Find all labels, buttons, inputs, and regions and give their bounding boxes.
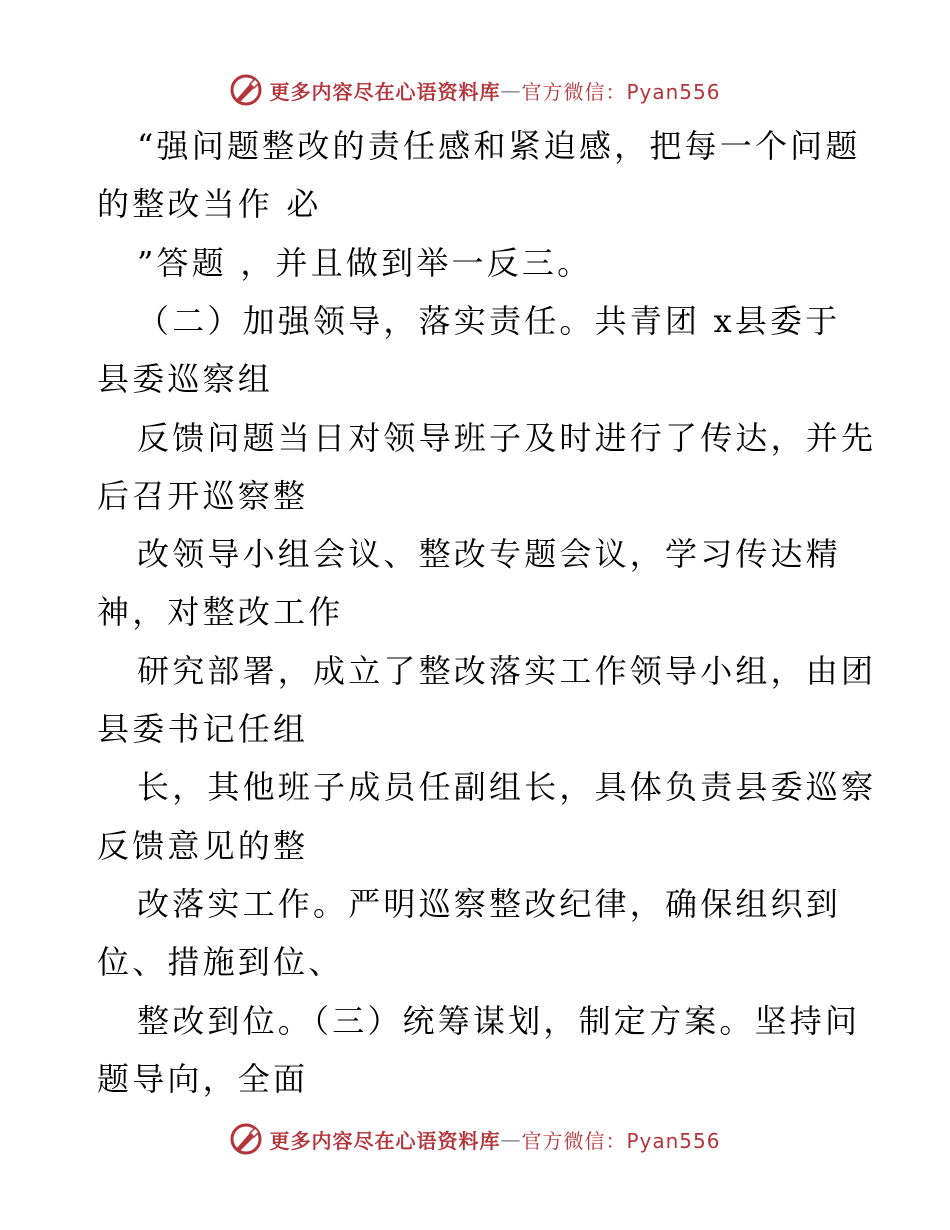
watermark-separator: — xyxy=(500,1127,522,1151)
watermark-contact: 官方微信：Pyan556 xyxy=(521,1128,721,1153)
text-line: 题导向，全面 xyxy=(97,1060,309,1098)
text-line: 县委书记任组 xyxy=(97,710,309,748)
text-line: 长，其他班子成员任副组长，具体负责县委巡察 xyxy=(137,768,877,806)
text-line: 反馈问题当日对领导班子及时进行了传达，并先 xyxy=(137,419,877,457)
watermark-contact: 官方微信：Pyan556 xyxy=(521,79,721,104)
watermark-text xyxy=(269,76,720,105)
text-line: ”答题 ，并且做到举一反三。 xyxy=(137,244,593,282)
text-line: 的整改当作 必 xyxy=(97,185,322,223)
text-line: 反馈意见的整 xyxy=(97,827,309,865)
text-line: 位、措施到位、 xyxy=(97,943,344,981)
text-line: “强问题整改的责任感和紧迫感，把每一个问题 xyxy=(137,127,861,165)
watermark-site: 更多内容尽在心语资料库 xyxy=(269,1128,501,1153)
header-watermark xyxy=(0,70,950,110)
watermark-text xyxy=(269,1125,720,1154)
watermark-separator: — xyxy=(500,78,522,102)
text-line: 整改到位。（三）统筹谋划，制定方案。坚持问 xyxy=(137,1002,861,1040)
text-line: （二）加强领导，落实责任。共青团 x县委于 xyxy=(137,302,841,340)
footer-watermark xyxy=(0,1119,950,1159)
pen-logo-icon xyxy=(229,1122,263,1156)
watermark-site: 更多内容尽在心语资料库 xyxy=(269,79,501,104)
text-line: 研究部署，成立了整改落实工作领导小组，由团 xyxy=(137,652,877,690)
text-line: 县委巡察组 xyxy=(97,360,274,398)
text-line: 后召开巡察整 xyxy=(97,477,309,515)
pen-logo-icon xyxy=(229,73,263,107)
text-line: 神，对整改工作 xyxy=(97,593,344,631)
text-line: 改落实工作。严明巡察整改纪律，确保组织到 xyxy=(137,885,842,923)
text-line: 改领导小组会议、整改专题会议，学习传达精 xyxy=(137,535,842,573)
